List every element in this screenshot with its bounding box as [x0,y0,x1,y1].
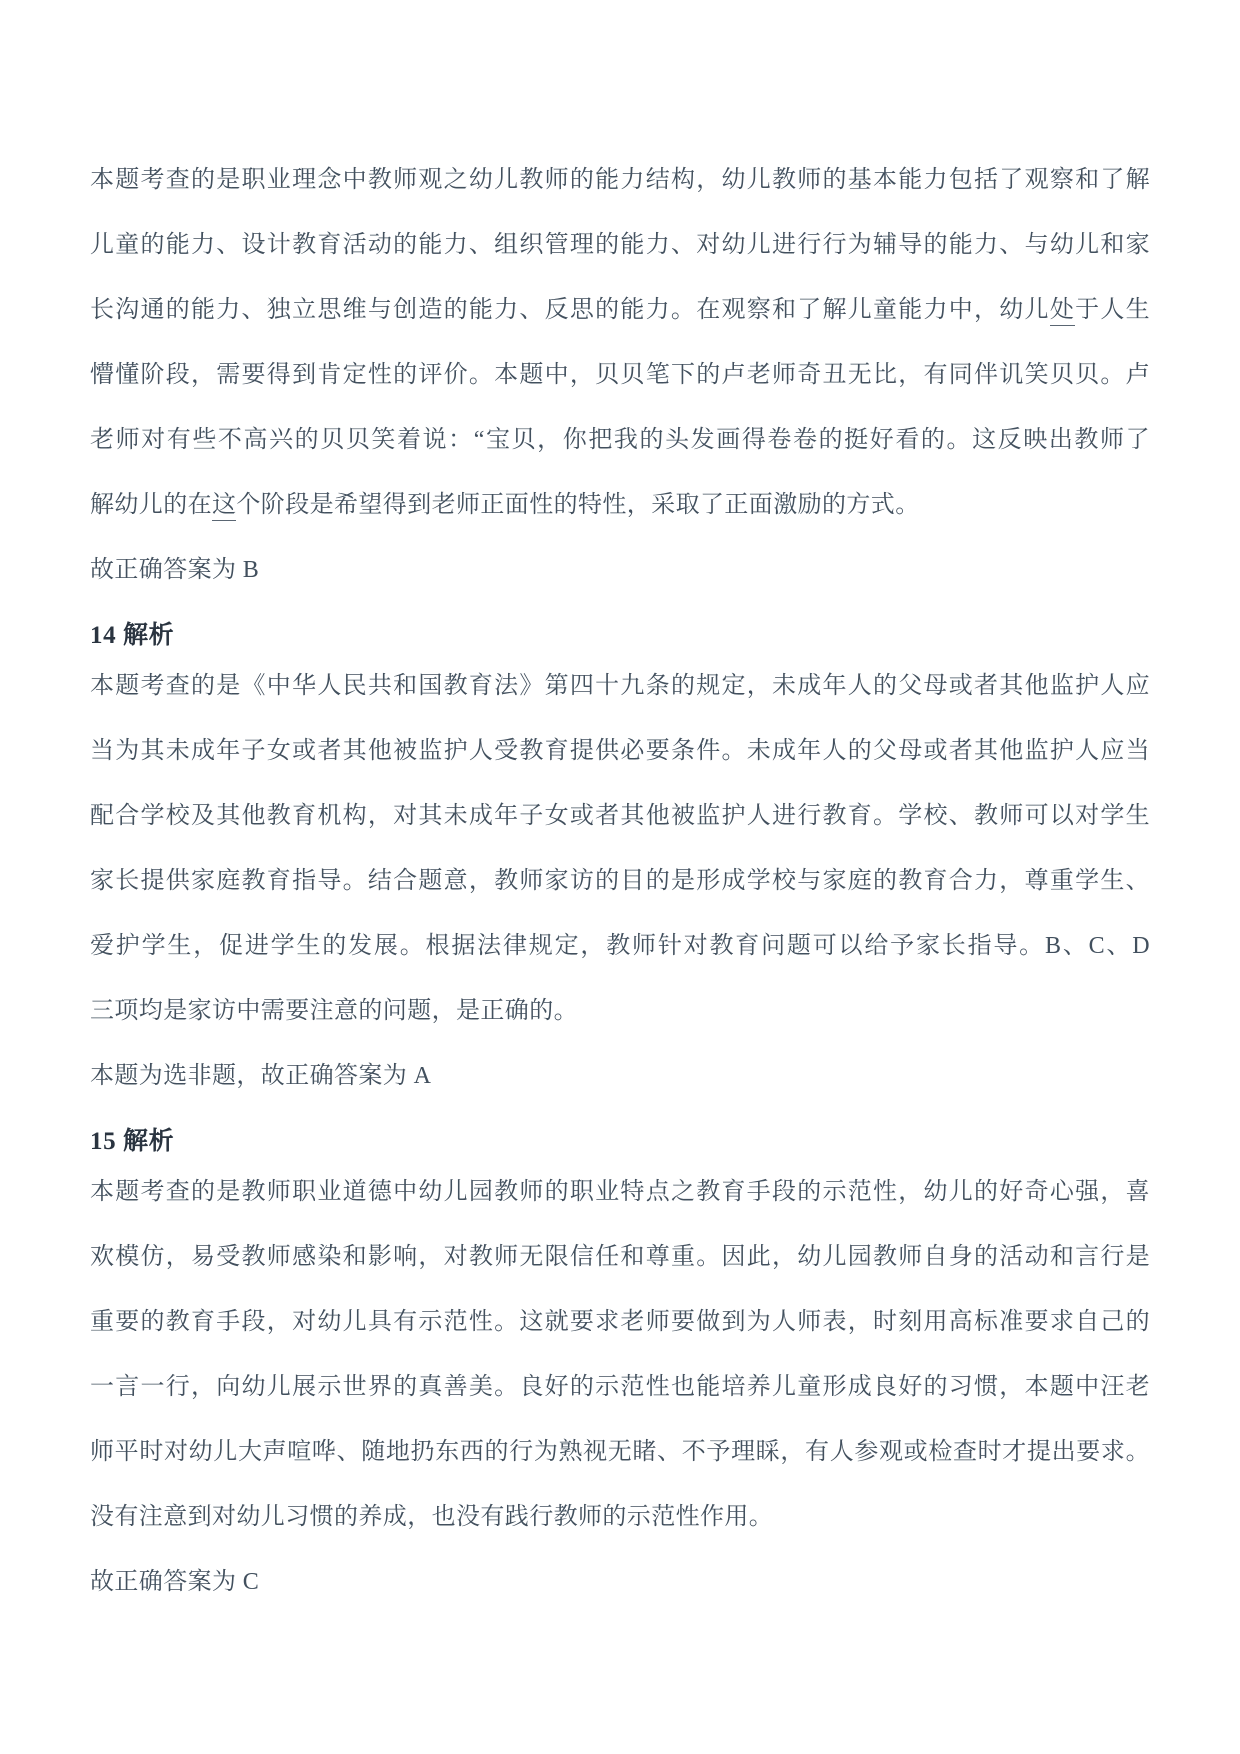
text-line [90,654,1150,719]
text-segment: 长沟通的能力、独立思维与创造的能力、反思的能力。在观察和了解儿童能力中，幼儿 [90,297,1050,323]
text-segment: 配合学校及其他教育机构，对其未成年子女或者其他被监护人进行教育。学校、教师可以对学生 [90,803,1150,829]
text-segment: 懵懂阶段，需要得到肯定性的评价。本题中，贝贝笔下的卢老师奇丑无比，有同伴讥笑贝贝。卢 [90,362,1150,388]
text-segment: 本题考查的是《中华人民共和国教育法》第四十九条的规定，未成年人的父母或者其他监护人应 [90,673,1150,699]
text-line [90,1290,1150,1355]
text-segment: 个阶段是希望得到老师正面性的特性，采取了正面激励的方式。 [236,492,920,518]
text-segment: 没有注意到对幼儿习惯的养成，也没有践行教师的示范性作用。 [90,1504,774,1530]
text-line [90,784,1150,849]
text-segment: 本题考查的是职业理念中教师观之幼儿教师的能力结构，幼儿教师的基本能力包括了观察和了解 [90,167,1150,193]
text-line [90,1160,1150,1225]
text-line [90,1225,1150,1290]
q14-answer: 本题为选非题，故正确答案为 A [90,1063,432,1089]
q13-answer: 故正确答案为 B [90,557,260,583]
underlined-text: 处 [1050,297,1075,326]
text-segment: 老师对有些不高兴的贝贝笑着说：“宝贝，你把我的头发画得卷卷的挺好看的。这反映出教师了 [90,427,1150,453]
underlined-text: 这 [212,492,236,521]
text-segment: 家长提供家庭教育指导。结合题意，教师家访的目的是形成学校与家庭的教育合力，尊重学生、 [90,868,1150,894]
q15-answer: 故正确答案为 C [90,1569,260,1595]
text-line [90,473,1150,538]
text-line [90,278,1150,343]
text-line [90,213,1150,278]
text-segment: 解幼儿的在 [90,492,212,518]
q14-explanation [90,654,1150,1044]
text-line [90,343,1150,408]
q15-heading: 15 解析 [90,1128,175,1155]
text-segment: 重要的教育手段，对幼儿具有示范性。这就要求老师要做到为人师表，时刻用高标准要求自己的 [90,1309,1150,1335]
text-line [90,979,1150,1044]
text-segment: 师平时对幼儿大声喧哗、随地扔东西的行为熟视无睹、不予理睬，有人参观或检查时才提出要求。 [90,1439,1150,1465]
text-segment: 三项均是家访中需要注意的问题，是正确的。 [90,998,578,1024]
text-segment: 欢模仿，易受教师感染和影响，对教师无限信任和尊重。因此，幼儿园教师自身的活动和言行是 [90,1244,1150,1270]
text-line [90,849,1150,914]
text-line [90,1355,1150,1420]
text-line [90,719,1150,784]
text-segment: 儿童的能力、设计教育活动的能力、组织管理的能力、对幼儿进行行为辅导的能力、与幼儿和家 [90,232,1150,258]
q14-heading: 14 解析 [90,622,175,649]
text-line [90,1485,1150,1550]
text-segment: 一言一行，向幼儿展示世界的真善美。良好的示范性也能培养儿童形成良好的习惯，本题中汪老 [90,1374,1150,1400]
text-line [90,148,1150,213]
text-segment: 爱护学生，促进学生的发展。根据法律规定，教师针对教育问题可以给予家长指导。B、C、D [90,933,1150,959]
q15-explanation [90,1160,1150,1550]
q13-explanation [90,148,1150,538]
text-line [90,408,1150,473]
text-line [90,914,1150,979]
text-segment: 本题考查的是教师职业道德中幼儿园教师的职业特点之教育手段的示范性，幼儿的好奇心强，喜 [90,1179,1150,1205]
text-segment: 当为其未成年子女或者其他被监护人受教育提供必要条件。未成年人的父母或者其他监护人应当 [90,738,1150,764]
text-segment: 于人生 [1075,297,1150,323]
text-line [90,1420,1150,1485]
